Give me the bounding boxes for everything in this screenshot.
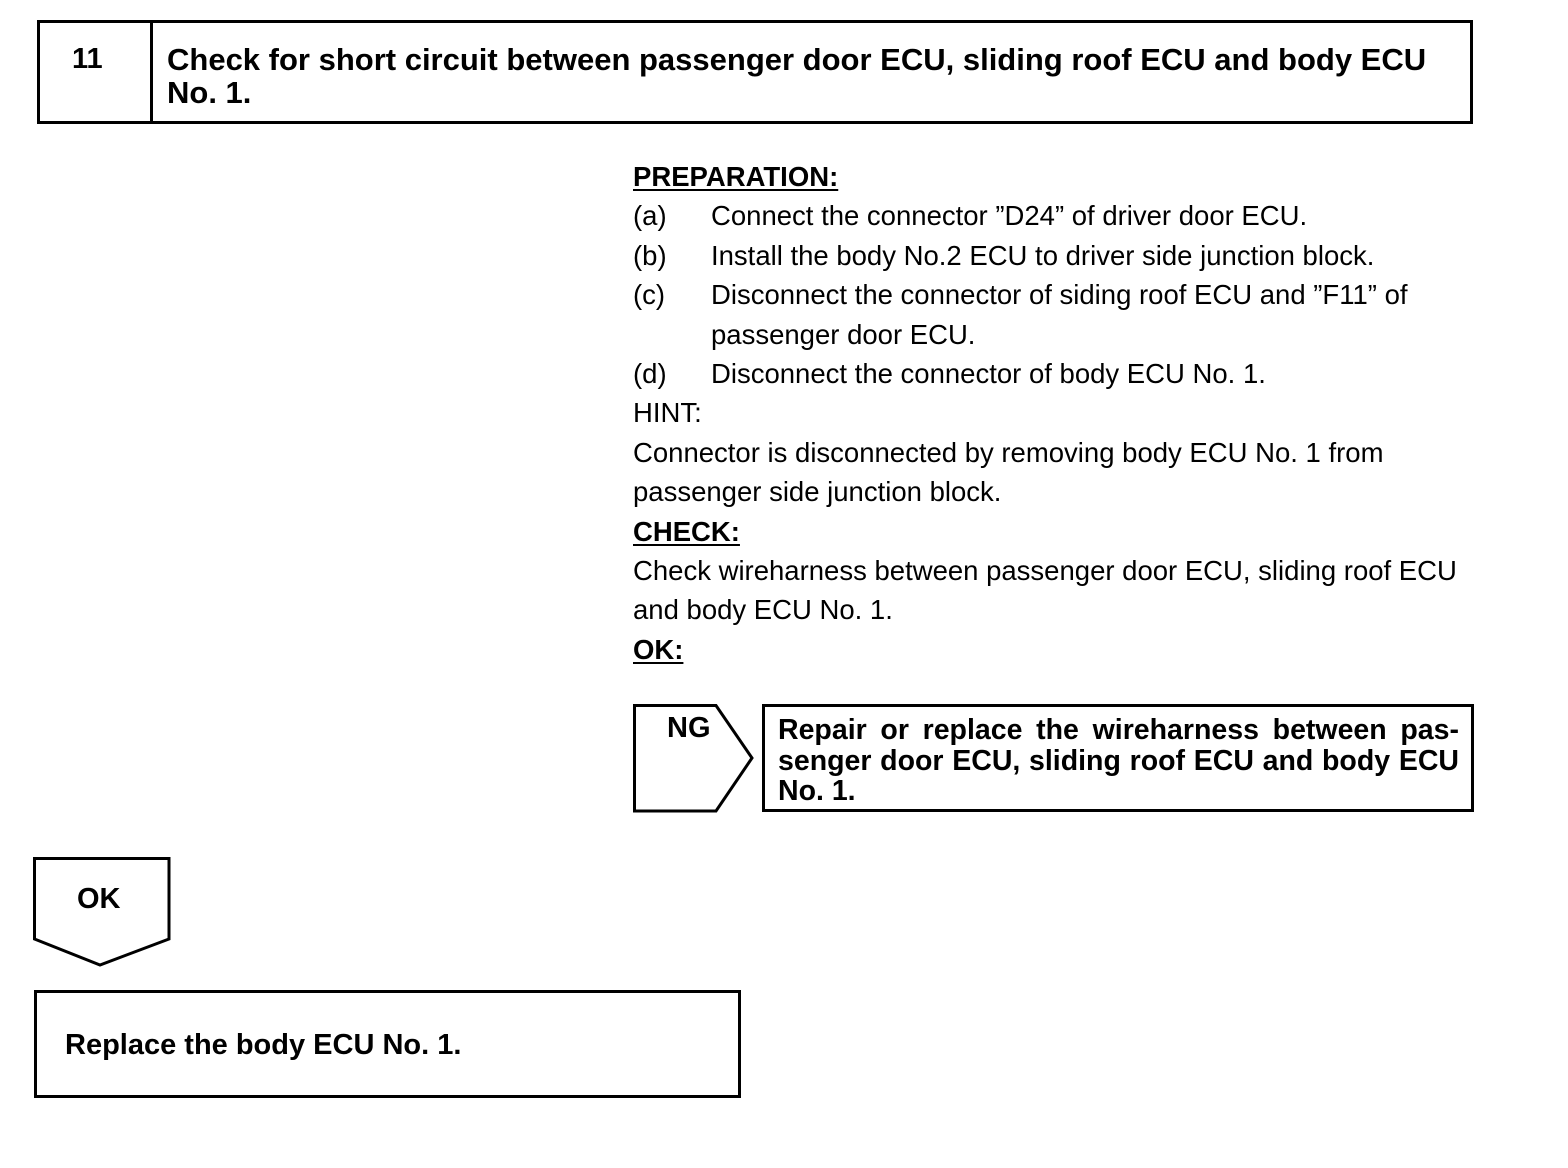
- ng-label: NG: [667, 712, 711, 744]
- ng-arrow: [633, 704, 757, 814]
- procedure-text: [633, 157, 1483, 669]
- step-title: Check for short circuit between passenger door ECU, sliding roof ECU and body ECU No. 1.: [167, 42, 1427, 110]
- preparation-item-letter: (d): [633, 358, 667, 390]
- preparation-item-b: [633, 236, 1483, 275]
- preparation-item-d: [633, 354, 1483, 393]
- step-header: [37, 20, 1473, 124]
- hint-text: Connector is disconnected by removing body ECU No. 1 from passenger side junction block.: [633, 436, 1384, 508]
- preparation-item-c: [633, 275, 1483, 354]
- preparation-heading: PREPARATION:: [633, 161, 839, 192]
- preparation-item-text: Disconnect the connector of siding roof ECU and ”F11” of passenger door ECU.: [711, 279, 1408, 350]
- preparation-item-a: [633, 196, 1483, 235]
- step-number: 11: [40, 23, 153, 121]
- preparation-item-letter: (b): [633, 239, 667, 271]
- preparation-item-text: Install the body No.2 ECU to driver side junction block.: [711, 239, 1375, 271]
- check-text: Check wireharness between passenger door ECU, sliding roof ECU and body ECU No. 1.: [633, 555, 1457, 626]
- preparation-item-text: Disconnect the connector of body ECU No. 1.: [711, 358, 1266, 390]
- ok-label: OK: [77, 883, 121, 915]
- check-heading: CHECK:: [633, 515, 740, 547]
- ng-result-box: Repair or replace the wireharness between pas-senger door ECU, sliding roof ECU and body ECU No. 1.: [762, 704, 1474, 812]
- preparation-item-letter: (c): [633, 279, 666, 311]
- ok-arrow: [33, 857, 173, 969]
- preparation-item-letter: (a): [633, 200, 667, 232]
- hint-label: HINT:: [633, 397, 702, 429]
- preparation-item-text: Connect the connector ”D24” of driver door ECU.: [711, 200, 1308, 232]
- ok-result-box: Replace the body ECU No. 1.: [34, 990, 741, 1098]
- ok-heading: OK:: [633, 633, 684, 665]
